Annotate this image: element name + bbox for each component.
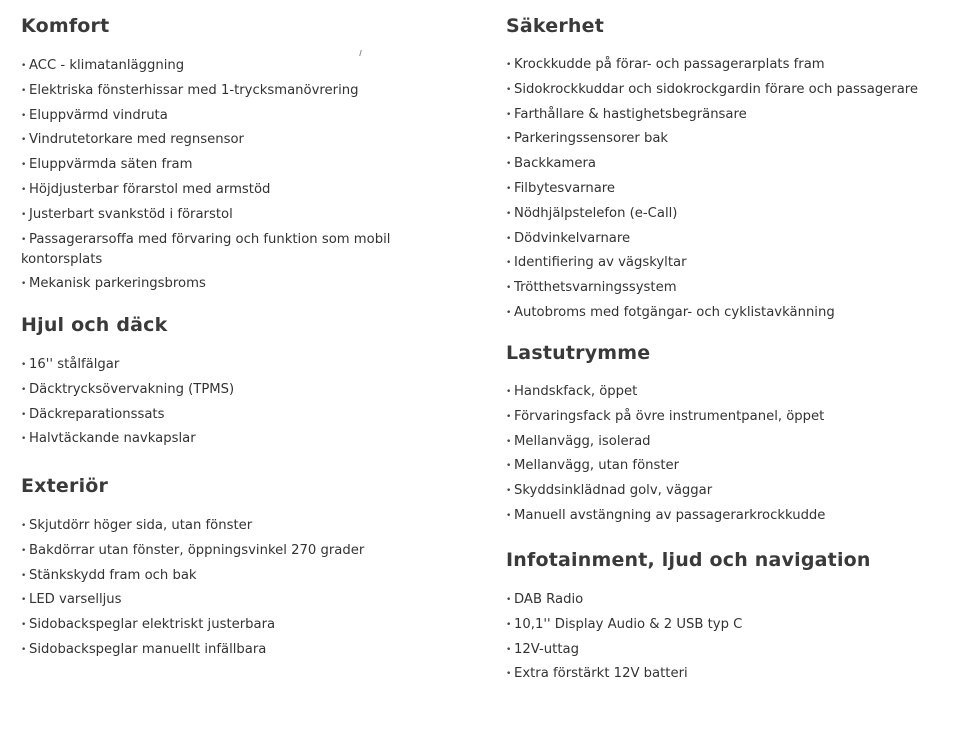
list-item: • Backkamera <box>506 156 596 172</box>
list-item: • Sidobackspeglar manuellt infällbara <box>21 641 267 657</box>
list-item: • Mellanvägg, utan fönster <box>506 458 680 474</box>
section-lastutrymme <box>506 341 951 529</box>
list-item: • Handskfack, öppet <box>506 384 638 399</box>
list-item: • LED varselljus <box>21 592 122 608</box>
list-exterior <box>21 514 441 663</box>
list-infotainment <box>506 588 951 687</box>
list-item: • Trötthetsvarningssystem <box>506 280 677 296</box>
list-item: • Skyddsinklädnad golv, väggar <box>506 483 713 499</box>
list-lastutrymme <box>506 380 951 529</box>
list-item: • Farthållare & hastighetsbegränsare <box>506 106 747 122</box>
list-item: • Däcktrycksövervakning (TPMS) <box>21 381 235 397</box>
list-item: • Bakdörrar utan fönster, öppningsvinkel 270 grader <box>21 542 365 558</box>
list-item: • Krockkudde på förar- och passagerarplats fram <box>506 57 825 72</box>
list-item: • Mekanisk parkeringsbroms <box>21 275 206 291</box>
heading-sakerhet: Säkerhet <box>506 15 604 37</box>
section-hjul-och-dack <box>21 313 421 452</box>
list-item: • Vindrutetorkare med regnsensor <box>21 132 244 148</box>
section-komfort <box>21 14 421 296</box>
list-item: • 12V-uttag <box>506 641 579 657</box>
list-item: • Eluppvärmda säten fram <box>21 157 193 173</box>
section-infotainment <box>506 548 951 687</box>
list-hjul-och-dack <box>21 353 421 452</box>
section-exterior <box>21 474 441 663</box>
list-item: • Höjdjusterbar förarstol med armstöd <box>21 181 271 197</box>
list-item: • Förvaringsfack på övre instrumentpanel, öppet <box>506 408 825 424</box>
list-item: • Justerbart svankstöd i förarstol <box>21 206 233 222</box>
list-komfort <box>21 54 421 296</box>
heading-infotainment: Infotainment, ljud och navigation <box>506 549 871 571</box>
list-item: • 10,1'' Display Audio & 2 USB typ C <box>506 616 743 632</box>
list-item: • Skjutdörr höger sida, utan fönster <box>21 518 253 533</box>
list-item: • Autobroms med fotgängar- och cyklistavkänning <box>506 304 835 320</box>
list-item: • Däckreparationssats <box>21 406 165 422</box>
list-item: • Parkeringssensorer bak <box>506 131 669 147</box>
list-item: • Identifiering av vägskyltar <box>506 255 687 271</box>
section-sakerhet <box>506 14 951 326</box>
list-item: • 16'' stålfälgar <box>21 357 120 372</box>
list-item: • Manuell avstängning av passagerarkrockkudde <box>506 507 826 523</box>
list-sakerhet <box>506 53 951 326</box>
list-item: • Elektriska fönsterhissar med 1-trycksmanövrering <box>21 82 359 98</box>
list-item: • Halvtäckande navkapslar <box>21 431 196 447</box>
heading-exterior: Exteriör <box>21 475 109 497</box>
heading-lastutrymme: Lastutrymme <box>506 342 651 364</box>
list-item: • Dödvinkelvarnare <box>506 230 631 246</box>
list-item: • Nödhjälpstelefon (e-Call) <box>506 205 678 221</box>
list-item: • Sidobackspeglar elektriskt justerbara <box>21 617 276 633</box>
heading-komfort: Komfort <box>21 15 110 37</box>
list-item: • ACC - klimatanläggning <box>21 58 185 73</box>
list-item: • Sidokrockkuddar och sidokrockgardin förare och passagerare <box>506 81 919 97</box>
list-item: • DAB Radio <box>506 592 584 607</box>
heading-hjul-och-dack: Hjul och däck <box>21 314 168 336</box>
list-item: • Eluppvärmd vindruta <box>21 107 168 123</box>
list-item: • Mellanvägg, isolerad <box>506 433 651 449</box>
list-item: • Passagerarsoffa med förvaring och funktion som mobil kontorsplats <box>21 231 391 267</box>
list-item: • Filbytesvarnare <box>506 180 616 196</box>
list-item: • Extra förstärkt 12V batteri <box>506 666 688 682</box>
list-item: • Stänkskydd fram och bak <box>21 567 197 583</box>
